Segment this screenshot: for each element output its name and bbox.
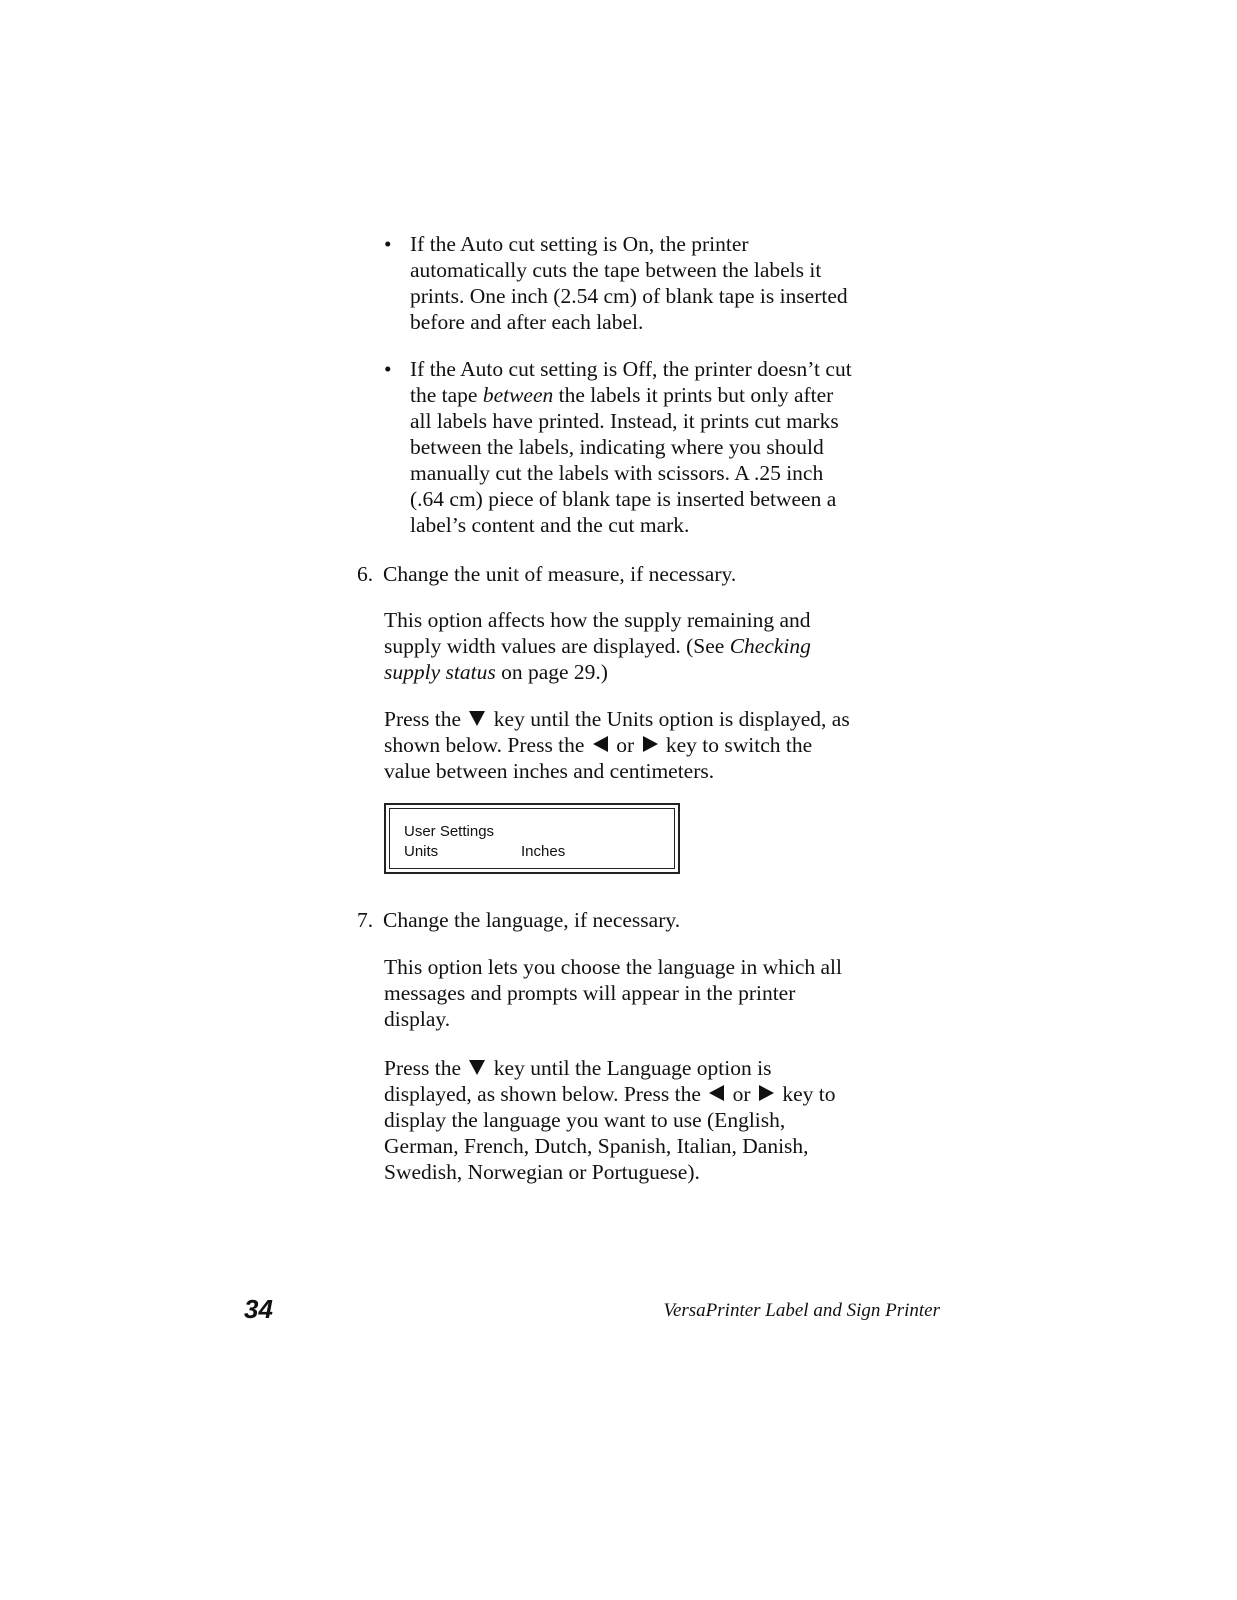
text-line: If the Auto cut setting is Off, the printer doesn’t cut (410, 357, 852, 381)
page-number: 34 (244, 1294, 273, 1324)
text-span: key to switch the (660, 733, 813, 757)
text-span: Press the (384, 1056, 467, 1080)
step-6-instructions (384, 706, 864, 784)
bullet-symbol: • (384, 232, 392, 256)
text-line: If the Auto cut setting is On, the printer (410, 232, 749, 256)
bullet-symbol: • (384, 357, 392, 381)
emphasis-text: supply status (384, 660, 496, 684)
bullet-text (410, 356, 864, 538)
step-6 (357, 561, 857, 587)
down-arrow-key-icon (469, 711, 485, 726)
step-7-description (384, 954, 864, 1032)
display-line-1: User Settings (404, 823, 495, 840)
text-span: displayed, as shown below. Press the (384, 1082, 707, 1106)
step-title: Change the language, if necessary. (383, 908, 681, 932)
text-line: automatically cuts the tape between the labels it (410, 258, 822, 282)
text-line: display the language you want to use (English, (384, 1108, 786, 1132)
text-line: prints. One inch (2.54 cm) of blank tape is inserted (410, 284, 848, 308)
text-line: Swedish, Norwegian or Portuguese). (384, 1160, 700, 1184)
right-arrow-key-icon (643, 736, 658, 752)
display-option-value: Inches (521, 843, 566, 860)
text-line: display. (384, 1007, 451, 1031)
text-line: all labels have printed. Instead, it prints cut marks (410, 409, 839, 433)
text-span: key until the Language option is (488, 1056, 772, 1080)
text-span: on page 29.) (495, 660, 608, 684)
text-line (384, 659, 864, 685)
bullet-auto-cut-on (384, 231, 864, 335)
step-title: Change the unit of measure, if necessary. (383, 562, 737, 586)
text-line: between the labels, indicating where you should (410, 435, 824, 459)
text-span: key until the Units option is displayed, as (488, 707, 850, 731)
text-span: key to (776, 1082, 836, 1106)
step-7 (357, 907, 857, 933)
text-span: or (727, 1082, 756, 1106)
text-span: Press the (384, 707, 467, 731)
text-line: messages and prompts will appear in the printer (384, 981, 796, 1005)
text-line: German, French, Dutch, Spanish, Italian, Danish, (384, 1134, 809, 1158)
down-arrow-key-icon (469, 1060, 485, 1075)
text-span: shown below. Press the (384, 733, 590, 757)
step-6-description (384, 607, 864, 685)
text-line (384, 1081, 864, 1107)
text-line: (.64 cm) piece of blank tape is inserted between a (410, 487, 837, 511)
text-line (384, 633, 864, 659)
text-line: manually cut the labels with scissors. A .25 inch (410, 461, 824, 485)
emphasis-text: between (482, 383, 554, 407)
text-line (410, 382, 864, 408)
step-number: 6. (357, 562, 374, 586)
emphasis-text: Checking (729, 634, 811, 658)
text-line: This option affects how the supply remaining and (384, 608, 811, 632)
bullet-auto-cut-off (384, 356, 864, 538)
left-arrow-key-icon (593, 736, 608, 752)
display-line-2 (404, 843, 566, 861)
text-line (384, 706, 864, 732)
right-arrow-key-icon (759, 1085, 774, 1101)
text-line: value between inches and centimeters. (384, 759, 715, 783)
step-number: 7. (357, 908, 374, 932)
printer-display-illustration (384, 803, 680, 874)
text-line (384, 732, 864, 758)
text-span: supply width values are displayed. (See (384, 634, 730, 658)
text-line: label’s content and the cut mark. (410, 513, 690, 537)
text-line (384, 1055, 864, 1081)
text-span: the tape (410, 383, 483, 407)
step-7-instructions (384, 1055, 864, 1185)
display-screen (389, 808, 675, 869)
running-footer-title: VersaPrinter Label and Sign Printer (663, 1300, 940, 1321)
left-arrow-key-icon (709, 1085, 724, 1101)
text-line: This option lets you choose the language in which all (384, 955, 842, 979)
bullet-text (410, 231, 864, 335)
display-option-label: Units (404, 843, 439, 860)
text-span: the labels it prints but only after (553, 383, 834, 407)
text-line: before and after each label. (410, 310, 644, 334)
text-span: or (610, 733, 640, 757)
